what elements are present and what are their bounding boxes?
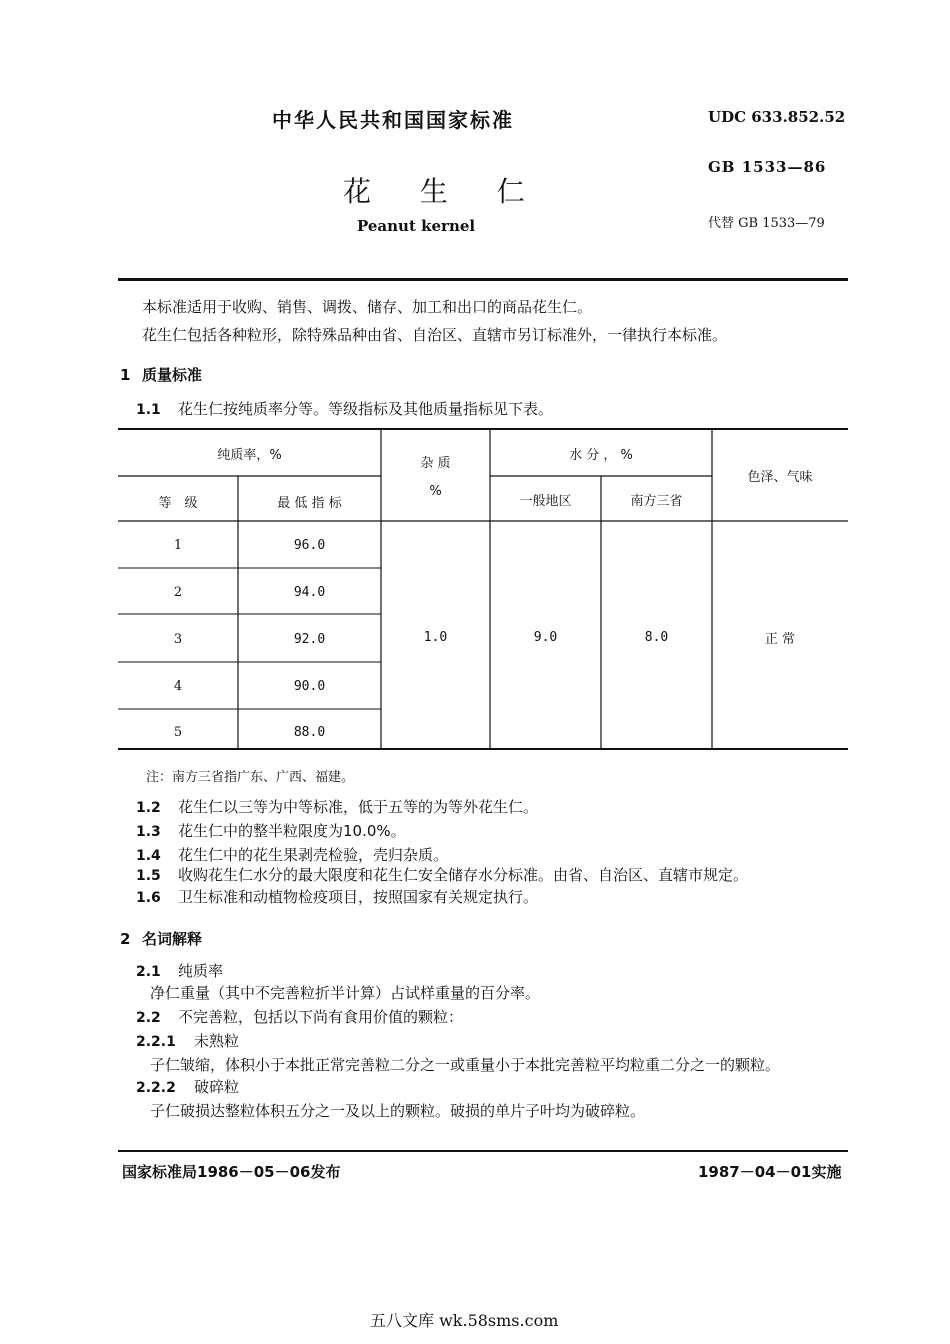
clause-number: 1.3 bbox=[136, 824, 161, 840]
clause-text: 收购花生仁水分的最大限度和花生仁安全储存水分标准。由省、自治区、直辖市规定。 bbox=[178, 866, 749, 884]
header-impurity-unit: % bbox=[429, 484, 442, 499]
clause-2-2-2-text: 子仁破损达整粒体积五分之一及以上的颗粒。破损的单片子叶均为破碎粒。 bbox=[150, 1102, 646, 1120]
min-index-cell: 94.0 bbox=[293, 585, 326, 600]
header-south-provinces: 南方三省 bbox=[630, 494, 683, 509]
clause-2-2-2 bbox=[136, 1076, 239, 1097]
clause-1-3 bbox=[136, 820, 406, 841]
clause-text: 花生仁中的花生果剥壳检验，壳归杂质。 bbox=[178, 846, 449, 864]
section-number: 2 bbox=[120, 930, 131, 948]
table-note: 注：南方三省指广东、广西、福建。 bbox=[146, 770, 355, 785]
min-index-cell: 90.0 bbox=[293, 679, 326, 694]
clause-number: 1.6 bbox=[136, 890, 161, 906]
header-moisture: 水 分 ， % bbox=[569, 448, 633, 463]
clause-2-2-1-text: 子仁皱缩，体积小于本批正常完善粒二分之一或重量小于本批完善粒平均粒重二分之一的颗粒。 bbox=[150, 1056, 781, 1074]
moisture-general-value: 9.0 bbox=[533, 630, 558, 645]
clause-number: 1.2 bbox=[136, 800, 161, 816]
clause-2-1-text: 净仁重量（其中不完善粒折半计算）占试样重量的百分率。 bbox=[150, 984, 541, 1002]
footer-divider bbox=[118, 1150, 848, 1152]
header-divider bbox=[118, 278, 848, 281]
clause-title: 破碎粒 bbox=[194, 1078, 240, 1096]
clause-number: 2.2.2 bbox=[136, 1080, 176, 1096]
section-1-heading bbox=[120, 364, 202, 385]
grade-cell: 4 bbox=[173, 679, 183, 694]
impurity-value: 1.0 bbox=[423, 630, 448, 645]
grade-cell: 3 bbox=[173, 632, 183, 647]
section-title: 名词解释 bbox=[142, 930, 203, 948]
header-grade: 等 级 bbox=[158, 496, 198, 511]
header-color-odor: 色泽、气味 bbox=[747, 470, 813, 485]
clause-1-1 bbox=[136, 398, 553, 419]
header-general-region: 一般地区 bbox=[519, 494, 572, 509]
clause-1-4 bbox=[136, 844, 448, 865]
min-index-cell: 88.0 bbox=[293, 725, 326, 740]
moisture-south-value: 8.0 bbox=[644, 630, 669, 645]
watermark-text: 五八文库 wk.58sms.com bbox=[370, 1311, 559, 1330]
clause-text: 不完善粒，包括以下尚有食用价值的颗粒： bbox=[178, 1008, 464, 1026]
section-2-heading bbox=[120, 928, 202, 949]
intro-line-1: 本标准适用于收购、销售、调拨、储存、加工和出口的商品花生仁。 bbox=[142, 298, 593, 316]
header-impurity: 杂 质 bbox=[420, 456, 451, 471]
grade-table bbox=[118, 428, 848, 750]
header-min-index: 最 低 指 标 bbox=[277, 496, 342, 511]
clause-number: 2.2.1 bbox=[136, 1034, 176, 1050]
clause-text: 花生仁中的整半粒限度为10.0%。 bbox=[178, 822, 406, 840]
clause-number: 1.5 bbox=[136, 868, 161, 884]
section-number: 1 bbox=[120, 366, 131, 384]
issue-date: 国家标准局1986－05－06发布 bbox=[122, 1163, 341, 1181]
clause-1-2 bbox=[136, 796, 538, 817]
clause-1-5 bbox=[136, 864, 748, 885]
section-title: 质量标准 bbox=[142, 366, 203, 384]
document-title-english: Peanut kernel bbox=[357, 217, 476, 235]
clause-2-2-1 bbox=[136, 1030, 239, 1051]
header-purity: 纯质率，% bbox=[217, 448, 282, 463]
grade-cell: 5 bbox=[173, 725, 183, 740]
clause-2-2 bbox=[136, 1006, 463, 1027]
clause-number: 2.2 bbox=[136, 1010, 161, 1026]
standard-org-heading: 中华人民共和国国家标准 bbox=[272, 108, 514, 132]
color-odor-value: 正 常 bbox=[764, 632, 796, 647]
clause-text: 花生仁以三等为中等标准，低于五等的为等外花生仁。 bbox=[178, 798, 539, 816]
clause-number: 2.1 bbox=[136, 964, 161, 980]
min-index-cell: 92.0 bbox=[293, 632, 326, 647]
clause-title: 纯质率 bbox=[178, 962, 224, 980]
clause-2-1 bbox=[136, 960, 223, 981]
grade-cell: 1 bbox=[173, 538, 183, 553]
clause-number: 1.1 bbox=[136, 402, 161, 418]
clause-text: 花生仁按纯质率分等。等级指标及其他质量指标见下表。 bbox=[178, 400, 554, 418]
clause-text: 卫生标准和动植物检疫项目，按照国家有关规定执行。 bbox=[178, 888, 539, 906]
replaces-standard: 代替 GB 1533—79 bbox=[708, 216, 825, 231]
udc-code: UDC 633.852.52 bbox=[708, 108, 846, 126]
clause-number: 1.4 bbox=[136, 848, 161, 864]
min-index-cell: 96.0 bbox=[293, 538, 326, 553]
clause-title: 未熟粒 bbox=[194, 1032, 240, 1050]
grade-cell: 2 bbox=[173, 585, 183, 600]
intro-line-2: 花生仁包括各种粒形，除特殊品种由省、自治区、直辖市另订标准外，一律执行本标准。 bbox=[142, 326, 728, 344]
document-title: 花 生 仁 bbox=[343, 175, 545, 208]
clause-1-6 bbox=[136, 886, 538, 907]
gb-number: GB 1533—86 bbox=[708, 158, 827, 176]
effective-date: 1987－04－01实施 bbox=[698, 1163, 842, 1181]
